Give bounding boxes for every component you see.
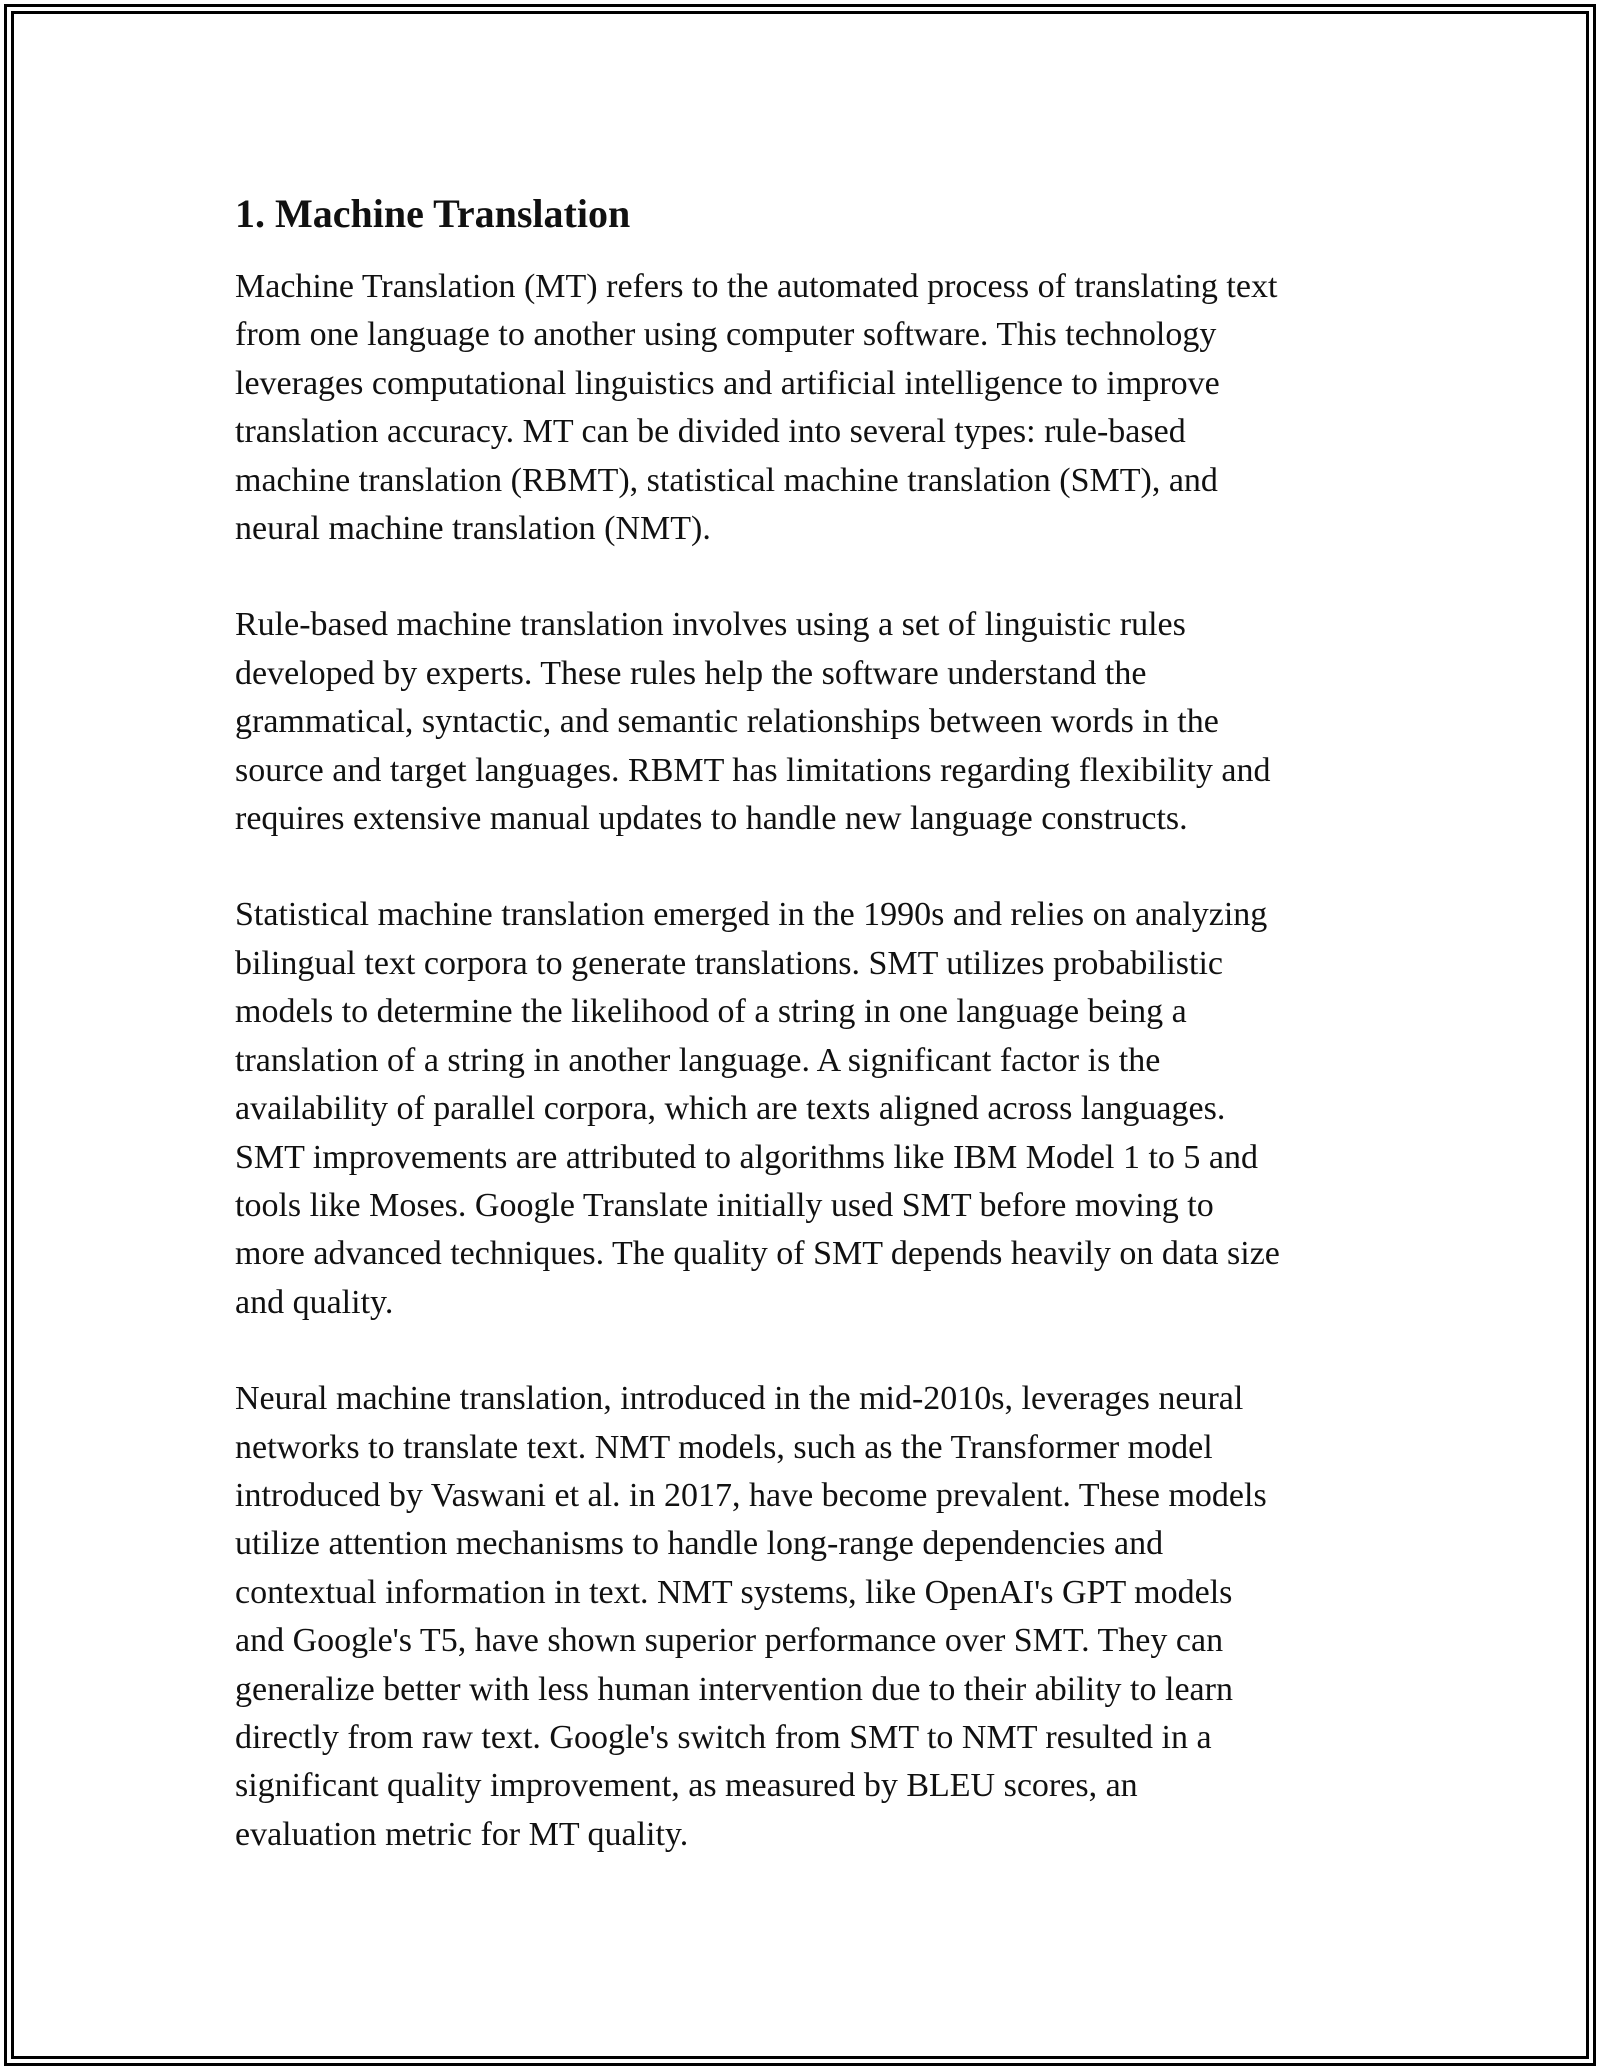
paragraph-smt: Statistical machine translation emerged in the 1990s and relies on analyzing bilingual text corpora to generate translations. SMT utilizes probabilistic models to determine the likelihood of a string in one language being a translation of a string in another language. A significant factor is the availability of parallel corpora, which are texts aligned across languages. SMT improvements are attributed to algorithms like IBM Model 1 to 5 and tools like Moses. Google Translate initially used SMT before moving to more advanced techniques. The quality of SMT depends heavily on data size and quality.: [235, 896, 1280, 1321]
paragraph-intro: Machine Translation (MT) refers to the automated process of translating text from one language to another using computer software. This technology leverages computational linguistics and artificial intelligence to improve translation accuracy. MT can be divided into several types: rule-based machine translation (RBMT), statistical machine translation (SMT), and neural machine translation (NMT).: [235, 268, 1278, 548]
paragraph-nmt: Neural machine translation, introduced in the mid-2010s, leverages neural networks to translate text. NMT models, such as the Transformer model introduced by Vaswani et al. in 2017, have become prevalent. These models utilize attention mechanisms to handle long-range dependencies and contextual information in text. NMT systems, like OpenAI's GPT models and Google's T5, have shown superior performance over SMT. They can generalize better with less human intervention due to their ability to learn directly from raw text. Google's switch from SMT to NMT resulted in a significant quality improvement, as measured by BLEU scores, an evaluation metric for MT quality.: [235, 1380, 1267, 1853]
document-body: [235, 183, 1375, 1907]
section-heading: 1. Machine Translation: [235, 191, 631, 236]
paragraph-rbmt: Rule-based machine translation involves using a set of linguistic rules developed by experts. These rules help the software understand the grammatical, syntactic, and semantic relationships between words in the source and target languages. RBMT has limitations regarding flexibility and requires extensive manual updates to handle new language constructs.: [235, 606, 1271, 838]
